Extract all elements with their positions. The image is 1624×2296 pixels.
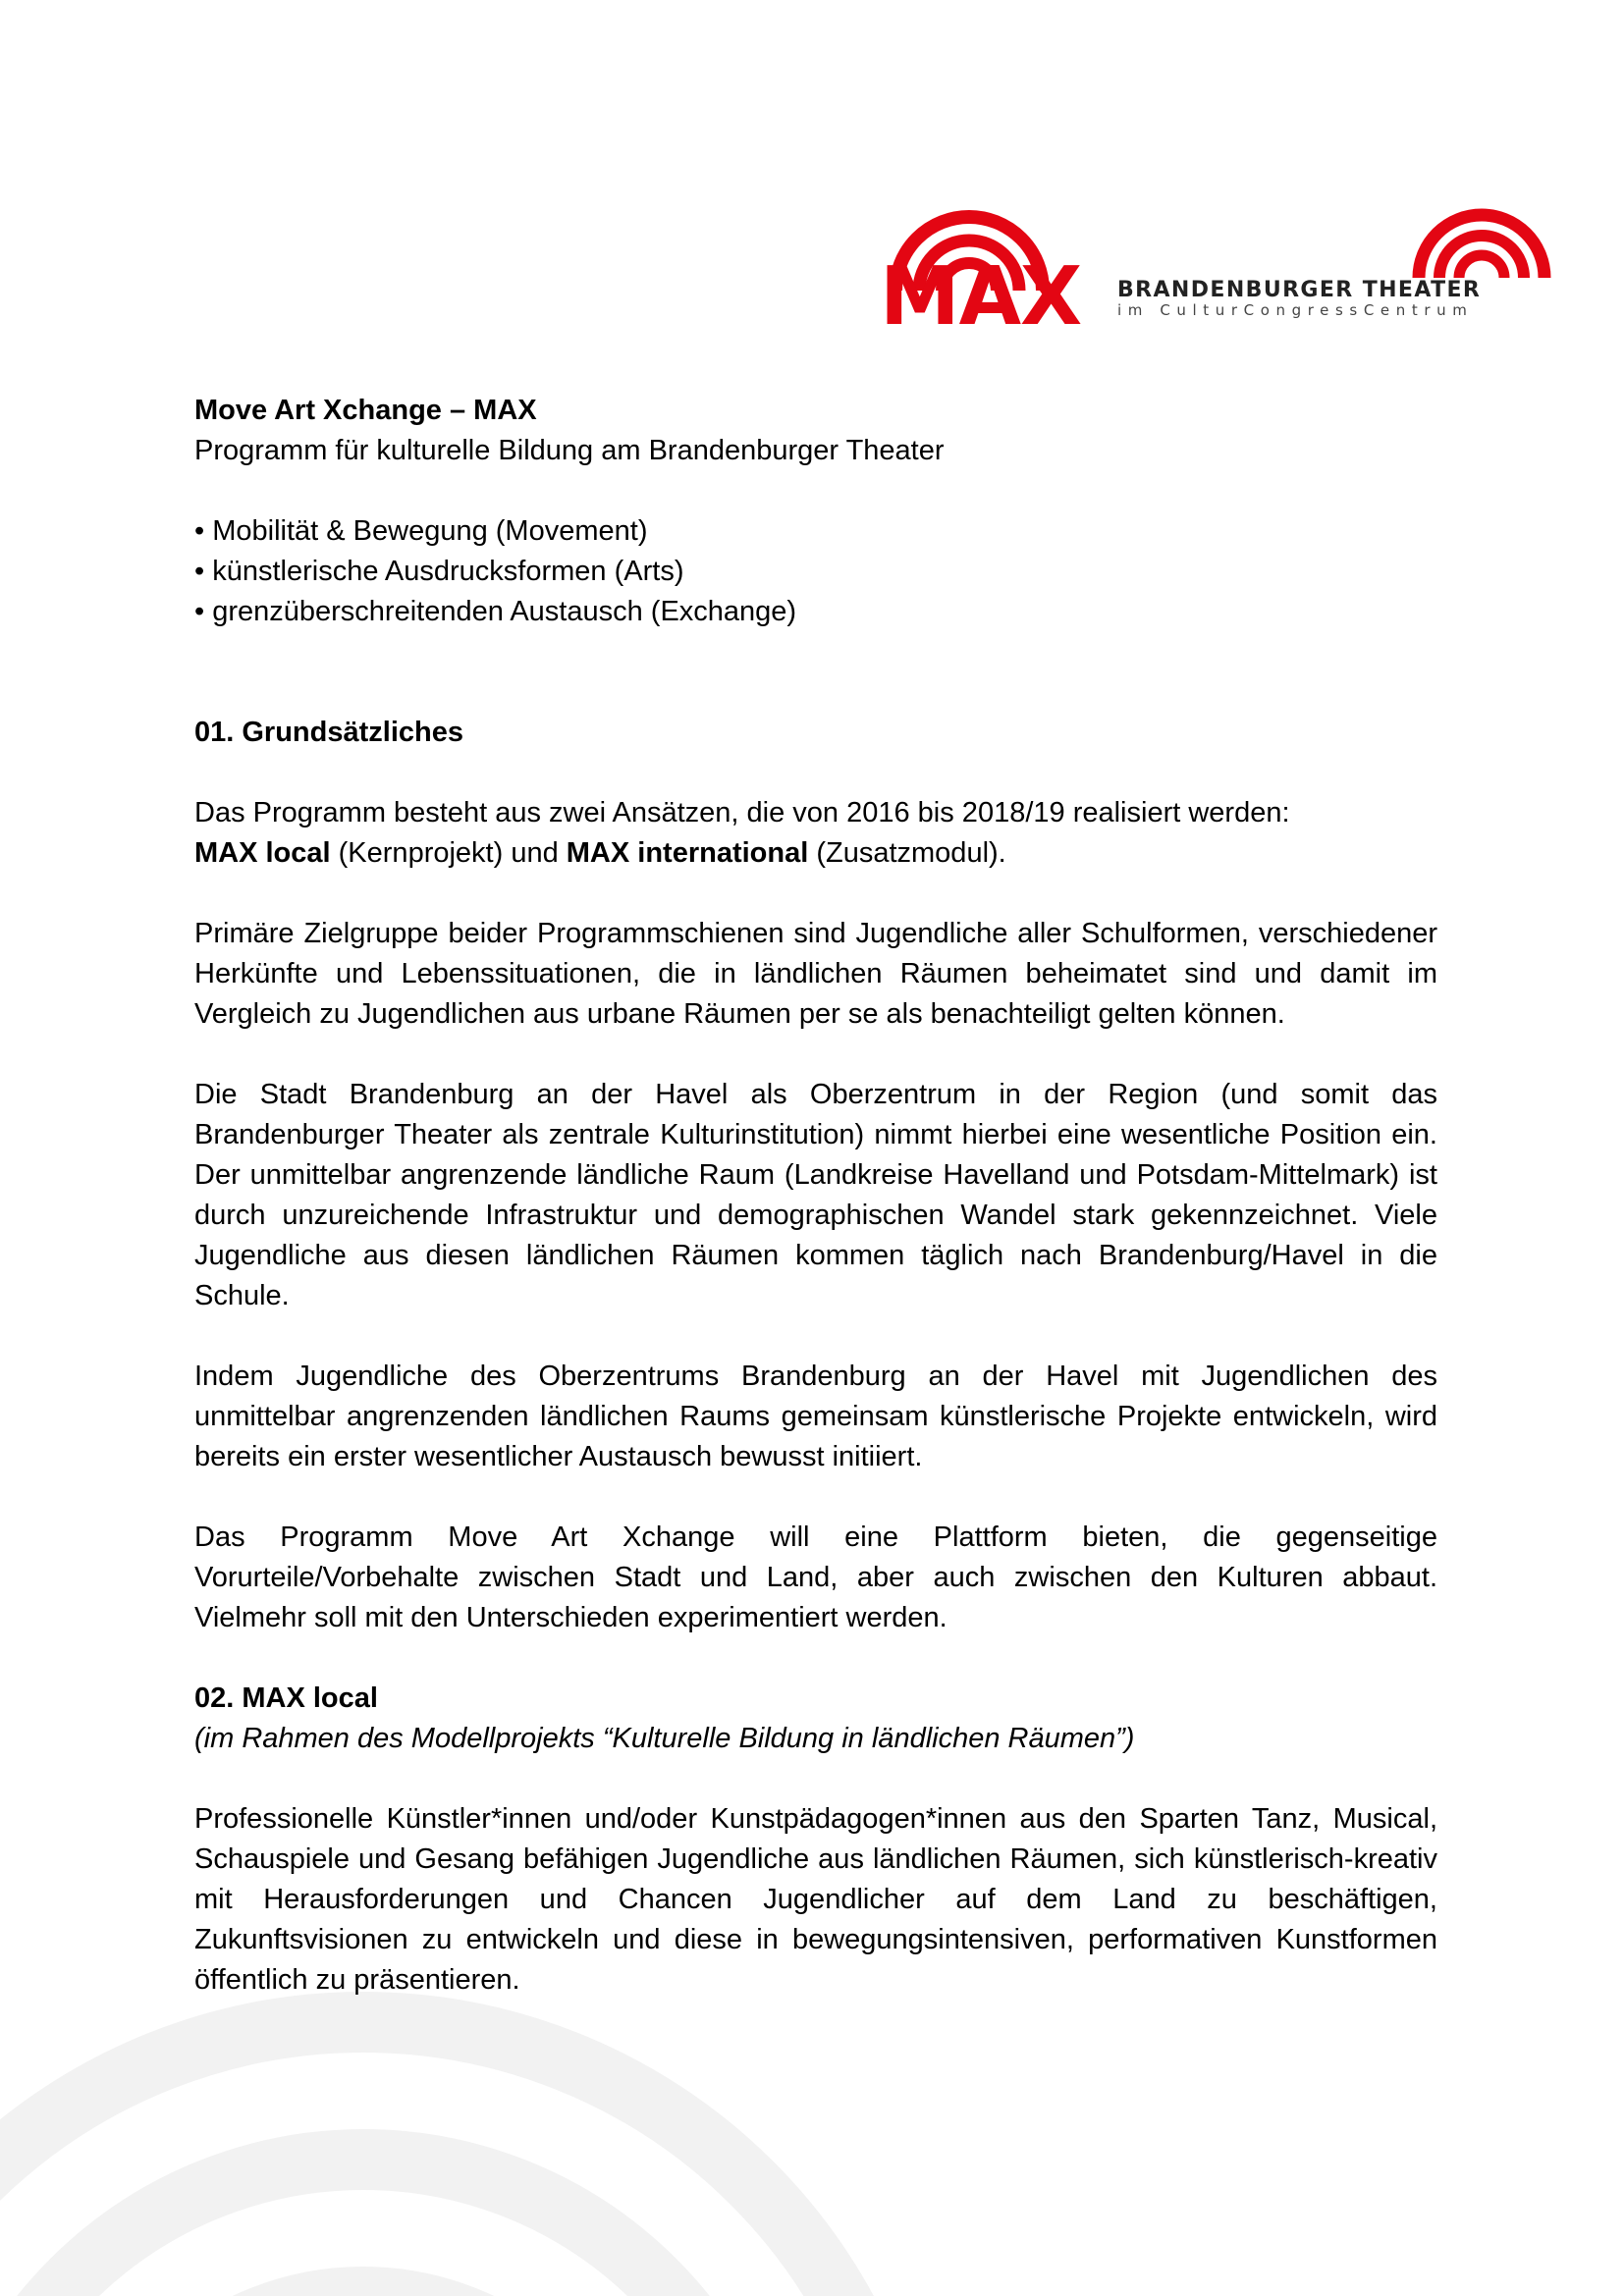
section-subheading: (im Rahmen des Modellprojekts “Kulturelle Bildung in ländlichen Räumen”) [194,1723,1135,1754]
intro-line-modules: MAX local (Kernprojekt) und MAX international (Zusatzmodul). [194,837,1006,869]
section-heading: 01. Grundsätzliches [194,717,463,748]
signal-arcs-icon [1409,201,1554,280]
document-body [194,391,1437,2001]
list-item: • Mobilität & Bewegung (Movement) [194,511,1437,552]
max-logo [880,196,1082,344]
max-local-term: MAX local [194,837,331,869]
brandenburger-theater-logo [1117,201,1559,329]
intro-line: Das Programm besteht aus zwei Ansätzen, die von 2016 bis 2018/19 realisiert werden: [194,797,1290,828]
paragraph: Indem Jugendliche des Oberzentrums Brandenburg an der Havel mit Jugendlichen des unmittelbar angrenzenden ländlichen Raums gemeinsam künstlerische Projekte entwickeln, wird bereits ein erster wesentlicher Austausch bewusst initiiert. [194,1361,1437,1472]
list-item: • künstlerische Ausdrucksformen (Arts) [194,552,1437,592]
document-title: Move Art Xchange – MAX [194,395,537,426]
theater-logo-subtitle: im CulturCongressCentrum [1117,301,1474,319]
bullet-list [194,511,1437,632]
paragraph: Professionelle Künstler*innen und/oder Kunstpädagogen*innen aus den Sparten Tanz, Musical, Schauspiele und Gesang befähigen Jugendliche aus ländlichen Räumen, sich künstlerisch-kreativ mit Herausforderungen und Chancen Jugendlicher auf dem Land zu beschäftigen, Zukunftsvisionen zu entwickeln und diese in bewegungsintensiven, performativen Kunstformen öffentlich zu präsentieren. [194,1803,1437,1996]
max-international-term: MAX international [566,837,809,869]
theater-logo-title: BRANDENBURGER THEATER [1117,278,1482,302]
max-logo-text: MAX [880,250,1082,344]
list-item: • grenzüberschreitenden Austausch (Exchange) [194,592,1437,632]
paragraph: Primäre Zielgruppe beider Programmschienen sind Jugendliche aller Schulformen, verschiedener Herkünfte und Lebenssituationen, die in ländlichen Räumen beheimatet sind und damit im Vergleich zu Jugendlichen aus urbane Räumen per se als benachteiligt gelten können. [194,918,1437,1030]
section-heading: 02. MAX local [194,1682,378,1714]
paragraph: Das Programm Move Art Xchange will eine Plattform bieten, die gegenseitige Vorurteile/Vorbehalte zwischen Stadt und Land, aber auch zwischen den Kulturen abbaut. Vielmehr soll mit den Unterschieden experimentiert werden. [194,1522,1437,1633]
paragraph: Die Stadt Brandenburg an der Havel als Oberzentrum in der Region (und somit das Brandenburger Theater als zentrale Kulturinstitution) nimmt hierbei eine wesentliche Position ein. Der unmittelbar angrenzende ländliche Raum (Landkreise Havelland und Potsdam-Mittelmark) ist durch unzureichende Infrastruktur und demographischen Wandel stark gekennzeichnet. Viele Jugendliche aus diesen ländlichen Räumen kommen täglich nach Brandenburg/Havel in die Schule. [194,1079,1437,1311]
document-subtitle: Programm für kulturelle Bildung am Brandenburger Theater [194,435,945,466]
